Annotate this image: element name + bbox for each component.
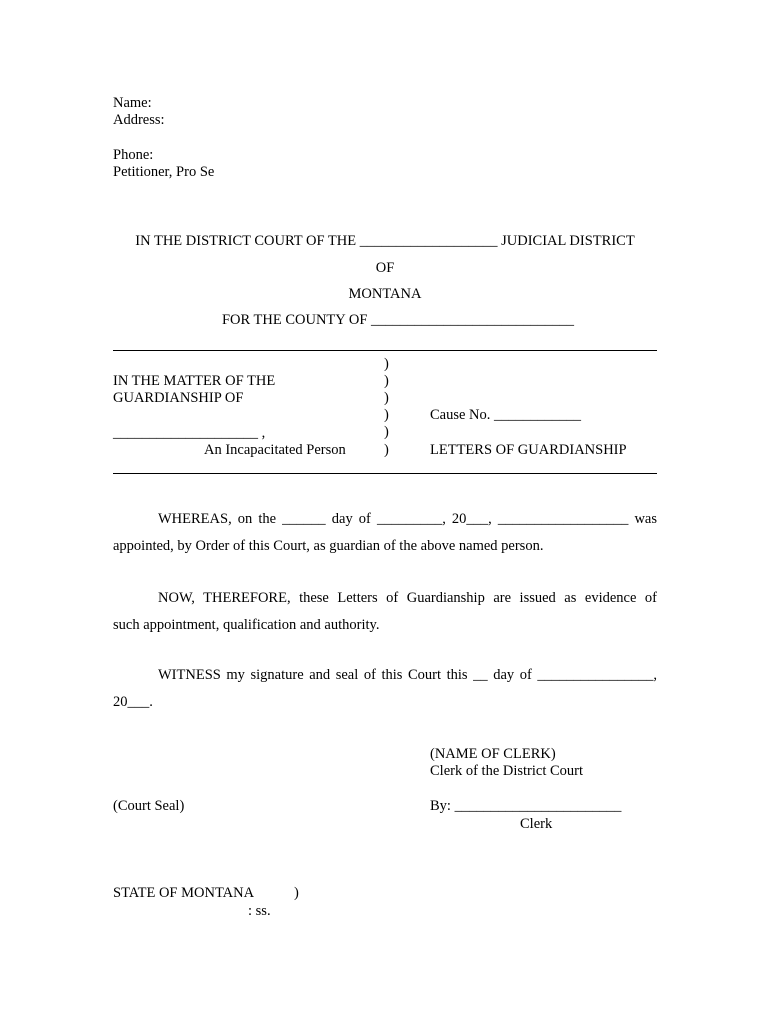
phone-label: Phone: [113,147,154,163]
court-heading-county: FOR THE COUNTY OF ____________________________ [221,312,575,328]
clerk-title: Clerk of the District Court [430,763,584,779]
signature-by-line: By: _______________________ [430,798,622,814]
now-therefore-line1: NOW, THEREFORE, these Letters of Guardianship are issued as evidence of [158,590,657,606]
caption-paren-1: ) [384,356,389,372]
venue-ss: : ss. [248,903,271,919]
witness-line2: 20___. [113,694,153,710]
caption-paren-5: ) [384,424,389,440]
caption-top-rule [113,350,657,351]
ward-name-blank: ____________________ , [113,425,266,441]
venue-paren: ) [294,885,299,901]
cause-number: Cause No. ____________ [430,407,582,423]
venue-state: STATE OF MONTANA [113,885,255,901]
court-heading-line1: IN THE DISTRICT COURT OF THE ___________________ JUDICIAL DISTRICT [135,233,635,249]
paragraph-witness [113,662,657,716]
party-label: Petitioner, Pro Se [113,164,215,180]
caption-paren-4: ) [384,407,389,423]
court-seal-label: (Court Seal) [113,798,185,814]
caption-bottom-rule [113,473,657,474]
clerk-name: (NAME OF CLERK) [430,746,556,762]
whereas-line1: WHEREAS, on the ______ day of _________, 20___, __________________ was [158,511,657,527]
caption-paren-3: ) [384,390,389,406]
court-heading-line2: OF [375,260,395,276]
whereas-line2: appointed, by Order of this Court, as guardian of the above named person. [113,538,544,554]
name-label: Name: [113,95,152,111]
document-title: LETTERS OF GUARDIANSHIP [430,442,627,458]
caption-paren-6: ) [384,442,389,458]
paragraph-whereas [113,506,657,560]
incapacitated-person-label: An Incapacitated Person [204,442,346,458]
clerk-signature-label: Clerk [520,816,553,832]
matter-line1: IN THE MATTER OF THE [113,373,276,389]
matter-line2: GUARDIANSHIP OF [113,390,244,406]
witness-line1: WITNESS my signature and seal of this Court this __ day of ________________, [158,667,657,683]
address-label: Address: [113,112,165,128]
paragraph-now-therefore [113,585,657,639]
now-therefore-line2: such appointment, qualification and authority. [113,617,380,633]
caption-paren-2: ) [384,373,389,389]
court-heading-state: MONTANA [348,286,422,302]
